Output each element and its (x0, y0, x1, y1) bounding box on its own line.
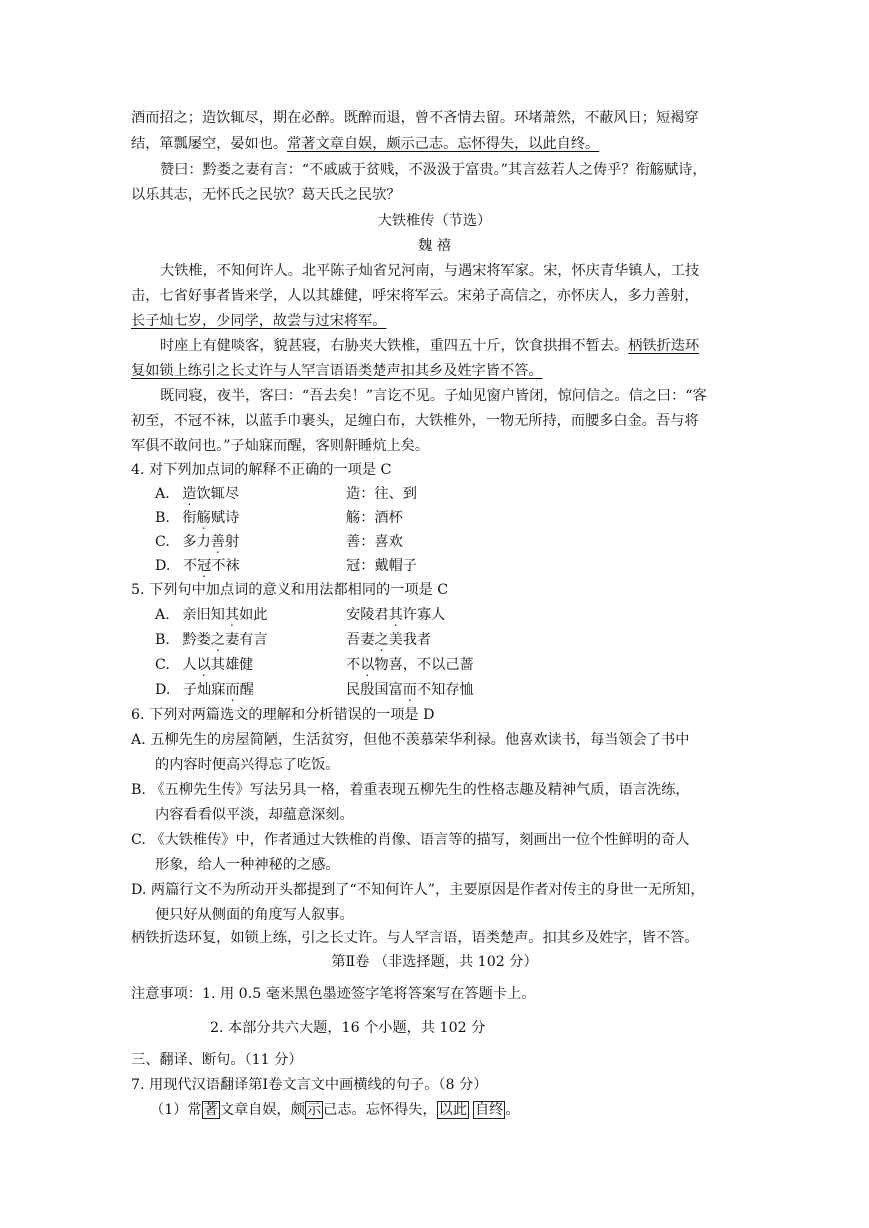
passage2-p1-line2: 击，七省好事者皆来学，人以其雄健，呼宋将军云。宋弟子高信之，亦怀庆人，多力善射， (131, 288, 699, 304)
passage2-p1-line3 (131, 311, 386, 331)
q6-stem: 6. 下列对两篇选文的理解和分析错误的一项是 D (131, 707, 435, 723)
q4-explanation-c: 善：喜欢 (346, 534, 403, 550)
q5-option-d-right (346, 680, 474, 700)
option-left-post: 其雄健 (210, 657, 254, 673)
option-right-post: 物喜，不以己蔷 (374, 657, 474, 673)
passage1-line4: 以乐其志，无怀氏之民欤？葛天氏之民欤？ (131, 187, 401, 203)
option-text-post: 射 (224, 534, 240, 550)
q6-option-a-line2: 的内容时便高兴得忘了吃饭。 (155, 757, 340, 773)
dotted-word: 造 (182, 486, 197, 502)
passage1-line3: 赞曰：黔娄之妻有言：“不戚戚于贫贱，不汲汲于富贵。”其言兹若人之俦乎？衔觞赋诗， (160, 162, 707, 178)
q5-stem: 5. 下列句中加点词的意义和用法都相同的一项是 C (131, 582, 449, 598)
passage2-p2-line1 (160, 336, 699, 356)
q7-stem: 7. 用现代汉语翻译第Ⅰ卷文言文中画横线的句子。（8 分） (131, 1077, 488, 1093)
q5-option-b-right (346, 630, 431, 650)
passage2-p2-line1-text: 时座上有健啖客，貌甚寝，右胁夹大铁椎，重四五十斤，饮食拱揖不暂去。 (160, 338, 629, 354)
option-label: D. (155, 682, 171, 698)
boxed-word: 示 (306, 1102, 322, 1118)
option-left-pre: 子灿寐 (182, 682, 226, 698)
dotted-word: 之 (374, 632, 389, 648)
dotted-word: 之 (210, 632, 226, 648)
option-left-post: 醒 (239, 682, 254, 698)
dotted-word: 觞 (196, 510, 211, 526)
option-left-pre: 亲旧知 (182, 607, 225, 623)
dotted-word: 以 (360, 657, 375, 673)
boxed-word: 自终 (475, 1102, 504, 1118)
q5-option-a-right (346, 605, 445, 625)
passage2-author: 魏 禧 (418, 238, 451, 254)
passage2-title: 大铁椎传（节选） (377, 213, 492, 229)
section3-heading: 三、翻译、断句。（11 分） (131, 1052, 303, 1068)
dotted-word: 以 (196, 657, 211, 673)
option-label: B. (155, 510, 170, 526)
option-right-post: 不知存恤 (416, 682, 474, 698)
dotted-word: 冠 (197, 558, 212, 574)
option-label: B. (155, 632, 170, 648)
q7-sentence-1 (150, 1100, 520, 1120)
q4-stem: 4. 对下列加点词的解释不正确的一项是 C (131, 462, 392, 478)
passage2-p3-line1: 既同寝，夜半，客曰：“吾去矣！”言讫不见。子灿见窗户皆闭，惊问信之。信之曰：“客 (160, 388, 707, 404)
q5-option-c (155, 655, 253, 675)
q4-explanation-b: 觞：酒杯 (346, 510, 403, 526)
underlined-sentence-1: 常著文章自娱，颇示己志。忘怀得失，以此自终。 (287, 136, 600, 152)
q5-option-a (155, 605, 267, 625)
q6-option-b-line1: B. 《五柳先生传》写法另具一格，着重表现五柳先生的性格志趣及精神气质，语言洗练， (131, 782, 690, 798)
passage1-line2-text: 结，箪瓢屡空，晏如也。 (131, 136, 288, 152)
q5-option-d (155, 680, 254, 700)
passage2-p3-line2: 初至，不冠不袜，以蓝手巾裹头，足缠白布，大铁椎外，一物无所持，而腰多白金。吾与将 (131, 413, 699, 429)
option-label: A. (155, 486, 170, 502)
option-label: D. (155, 558, 171, 574)
option-label: C. (155, 657, 170, 673)
option-right-pre: 民殷国富 (346, 682, 403, 698)
option-right-post: 美我者 (388, 632, 432, 648)
underlined-sentence-3b: 复如锁上练引之长丈许与人罕言语语类楚声扣其乡及姓字皆不答。 (131, 363, 543, 379)
option-left-post: 妻有言 (225, 632, 268, 648)
q7-1-text: 文章自娱，颇 (219, 1102, 305, 1118)
part2-note1: 注意事项：1. 用 0.5 毫米黑色墨迹签字笔将答案写在答题卡上。 (131, 986, 536, 1002)
passage2-p2-line2 (131, 361, 542, 381)
dotted-word: 其 (224, 607, 240, 623)
passage2-p1-line1: 大铁椎，不知何许人。北平陈子灿省兄河南，与遇宋将军家。宋，怀庆青华镇人，工技 (160, 263, 700, 279)
option-right-pre: 不 (346, 657, 361, 673)
punctuated-sentence: 柄铁折迭环复，如锁上练，引之长丈许。与人罕言语，语类楚声。扣其乡及姓字，皆不答。 (131, 930, 699, 946)
dotted-word: 善 (210, 534, 225, 550)
option-left-pre: 人 (182, 657, 197, 673)
option-text-post: 不袜 (211, 558, 240, 574)
option-text-pre: 不 (182, 558, 198, 574)
q6-option-d-line2: 便只好从侧面的角度写人叙事。 (155, 907, 354, 923)
q4-explanation-a: 造：往、到 (346, 486, 417, 502)
part2-note2: 2. 本部分共六大题，16 个小题，共 102 分 (210, 1020, 486, 1036)
q6-option-c-line1: C. 《大铁椎传》中，作者通过大铁椎的肖像、语言等的描写，刻画出一位个性鲜明的奇人 (131, 832, 690, 848)
q6-option-d-line1: D. 两篇行文不为所动开头都提到了“不知何许人”，主要原因是作者对传主的身世一无所知， (131, 882, 705, 898)
dotted-word: 而 (402, 682, 417, 698)
option-label: A. (155, 607, 170, 623)
option-text-pre: 多力 (182, 534, 211, 550)
q7-1-text: 。 (505, 1102, 520, 1118)
passage2-p3-line3: 军俱不敢问也。”子灿寐而醒，客则鼾睡炕上矣。 (131, 438, 430, 454)
option-right-post: 许寡人 (402, 607, 446, 623)
option-text-post: 饮辄尽 (196, 486, 240, 502)
q7-1-text: 己志。忘怀得失， (323, 1102, 437, 1118)
option-left-post: 如此 (239, 607, 268, 623)
option-left-pre: 黔娄 (182, 632, 211, 648)
dotted-word: 其 (388, 607, 403, 623)
q6-option-b-line2: 内容看看似平淡，却蕴意深刻。 (155, 807, 354, 823)
underlined-sentence-2: 长子灿七岁，少同学，故尝与过宋将军。 (131, 313, 387, 329)
option-text-pre: 衔 (182, 510, 197, 526)
q6-option-c-line2: 形象，给人一种神秘的之感。 (155, 857, 340, 873)
option-right-pre: 安陵君 (346, 607, 389, 623)
q5-option-b (155, 630, 268, 650)
q5-option-c-right (346, 655, 474, 675)
q7-1-text: （1）常 (150, 1102, 202, 1118)
q4-option-c (155, 532, 239, 552)
boxed-word: 以此 (438, 1102, 468, 1118)
q6-option-a-line1: A. 五柳先生的房屋简陋，生活贫穷，但他不羡慕荣华利禄。他喜欢读书，每当领会了书中 (131, 732, 690, 748)
q4-explanation-d: 冠：戴帽子 (346, 558, 417, 574)
q4-option-b (155, 508, 239, 528)
passage1-line1: 酒而招之；造饮辄尽，期在必醉。既醉而退，曾不吝情去留。环堵萧然，不蔽风日；短褐穿 (131, 110, 699, 126)
dotted-word: 而 (225, 682, 240, 698)
q4-option-a (155, 484, 239, 504)
q4-option-d (155, 556, 240, 576)
part2-title: 第Ⅱ卷 （非选择题，共 102 分） (331, 954, 538, 970)
option-text-post: 赋诗 (210, 510, 240, 526)
option-right-pre: 吾妻 (346, 632, 375, 648)
option-label: C. (155, 534, 170, 550)
passage1-line2 (131, 134, 599, 154)
boxed-word: 著 (203, 1102, 218, 1118)
underlined-sentence-3a: 柄铁折迭环 (628, 338, 700, 354)
